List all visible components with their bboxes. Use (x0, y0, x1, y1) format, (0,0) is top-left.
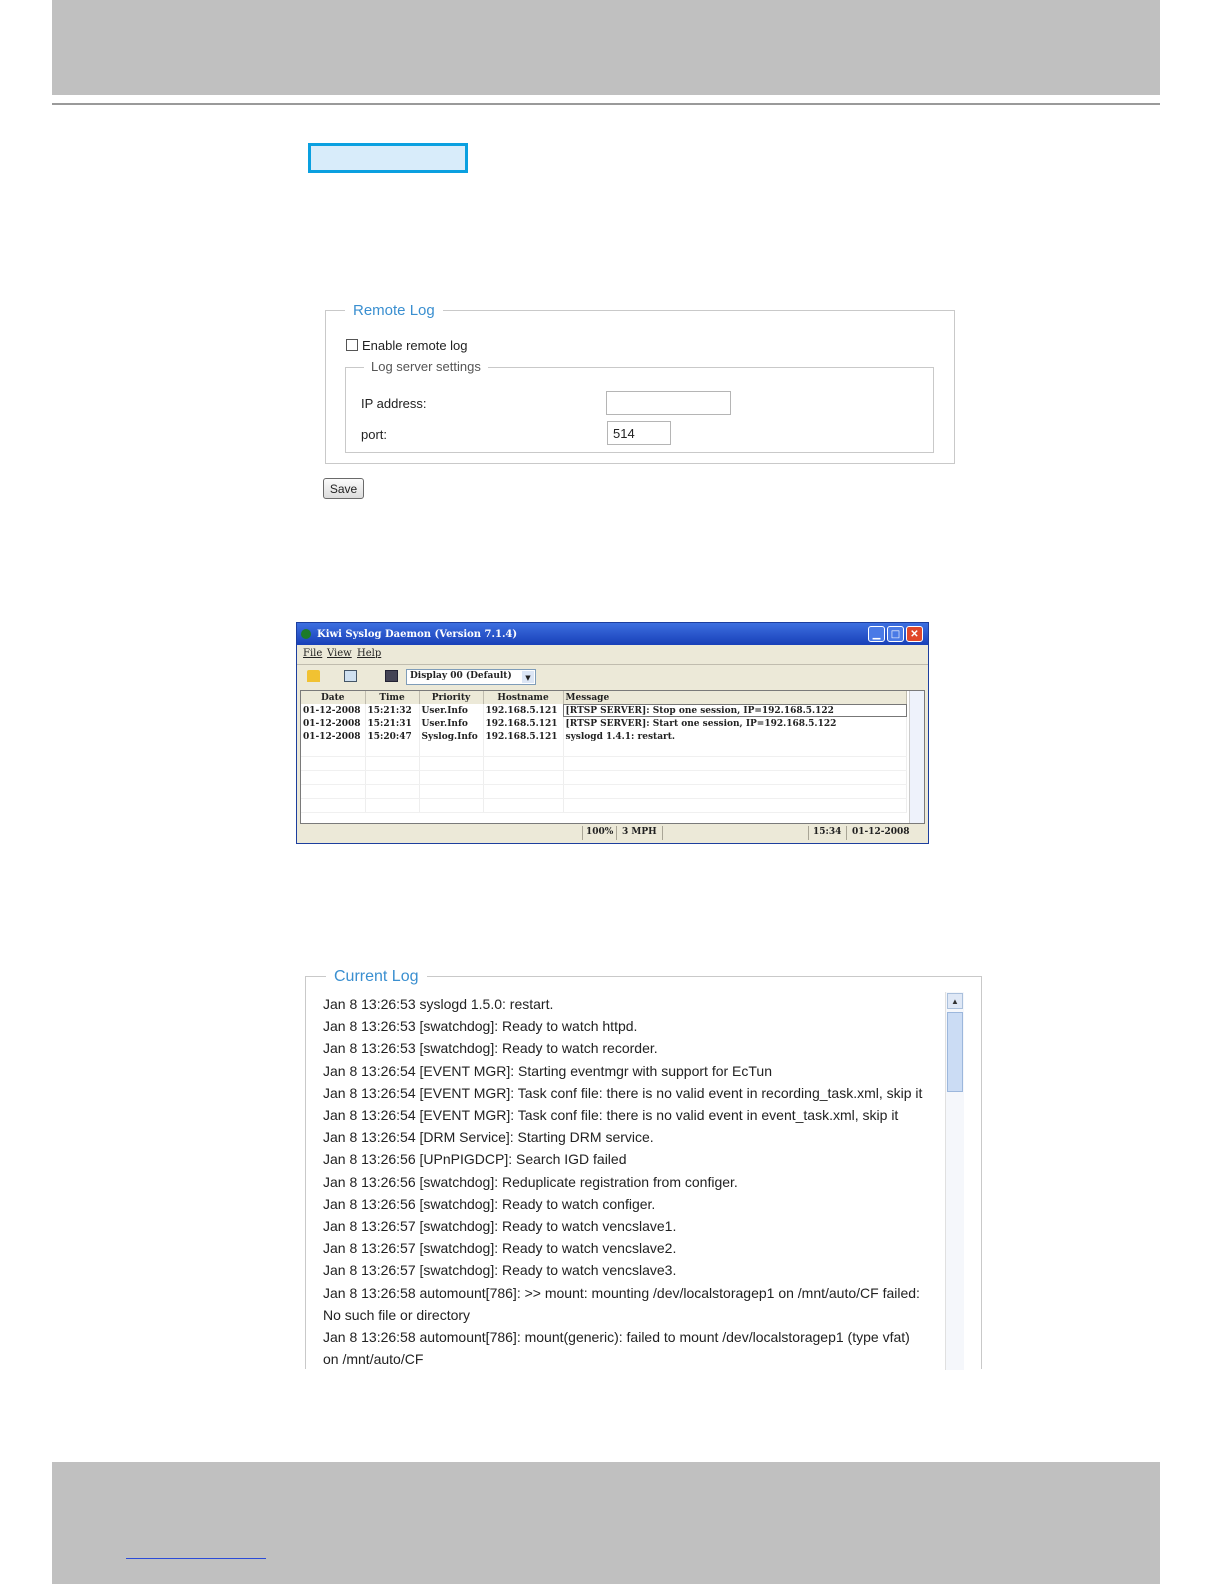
status-divider (662, 826, 663, 840)
grid-cell-time: 15:21:31 (365, 717, 419, 730)
grid-cell-date: 01-12-2008 (301, 730, 365, 743)
status-divider (582, 826, 583, 840)
current-log-legend: Current Log (326, 968, 427, 986)
log-line: Jan 8 13:26:57 [swatchdog]: Ready to watch vencslave1. (323, 1218, 677, 1235)
folder-icon[interactable] (307, 670, 320, 682)
scroll-thumb[interactable] (947, 1012, 963, 1092)
grid-empty-row (301, 771, 907, 785)
grid-cell-hostname: 192.168.5.121 (483, 730, 563, 743)
minimize-icon[interactable]: ▁ (868, 626, 885, 642)
display-select-value: Display 00 (Default) (410, 671, 512, 681)
grid-empty-row (301, 785, 907, 799)
grid-empty-row (301, 757, 907, 771)
log-line: Jan 8 13:26:54 [EVENT MGR]: Starting eventmgr with support for EcTun (323, 1062, 772, 1079)
log-line: Jan 8 13:26:53 [swatchdog]: Ready to watch recorder. (323, 1040, 658, 1057)
menu-help[interactable]: Help (357, 648, 382, 659)
grid-cell-priority: User.Info (419, 717, 483, 730)
grid-row[interactable] (301, 717, 907, 730)
section-tab (308, 143, 468, 173)
log-line: Jan 8 13:26:58 automount[786]: mount(generic): failed to mount /dev/localstoragep1 (type vfat) (323, 1329, 910, 1346)
log-line: Jan 8 13:26:53 syslogd 1.5.0: restart. (323, 996, 554, 1012)
log-line: Jan 8 13:26:58 automount[786]: >> mount: mounting /dev/localstoragep1 on /mnt/auto/CF failed: (323, 1284, 920, 1301)
kiwi-syslog-window (296, 622, 929, 844)
setup-icon[interactable] (385, 670, 398, 682)
enable-remote-log-checkbox[interactable] (346, 339, 358, 351)
grid-cell-hostname: 192.168.5.121 (483, 704, 563, 717)
header-divider (52, 103, 1160, 105)
chevron-down-icon[interactable]: ▼ (522, 671, 534, 683)
maximize-icon[interactable]: □ (887, 626, 904, 642)
log-line: Jan 8 13:26:57 [swatchdog]: Ready to watch vencslave3. (323, 1262, 677, 1279)
grid-empty-row (301, 799, 907, 813)
kiwi-title-bar (297, 623, 928, 645)
grid-cell-priority: User.Info (419, 704, 483, 717)
grid-cell-priority: Syslog.Info (419, 730, 483, 743)
column-priority[interactable]: Priority (419, 691, 483, 704)
remote-log-legend: Remote Log (345, 302, 443, 319)
grid-cell-message: [RTSP SERVER]: Start one session, IP=192.168.5.122 (563, 717, 907, 730)
column-time[interactable]: Time (365, 691, 419, 704)
scroll-up-icon[interactable]: ▲ (947, 993, 963, 1009)
header-band (52, 0, 1160, 95)
column-date[interactable]: Date (301, 691, 365, 704)
kiwi-menu-bar (297, 645, 928, 663)
status-date: 01-12-2008 (852, 827, 910, 837)
grid-cell-time: 15:20:47 (365, 730, 419, 743)
close-icon[interactable]: ✕ (906, 626, 923, 642)
log-line: Jan 8 13:26:57 [swatchdog]: Ready to watch vencslave2. (323, 1240, 677, 1257)
enable-remote-log-row[interactable] (346, 337, 468, 353)
menu-view[interactable]: View (327, 648, 352, 659)
status-rate: 3 MPH (622, 827, 657, 837)
log-line: Jan 8 13:26:53 [swatchdog]: Ready to watch httpd. (323, 1018, 638, 1035)
grid-cell-date: 01-12-2008 (301, 717, 365, 730)
column-hostname[interactable]: Hostname (483, 691, 563, 704)
menu-file[interactable]: File (303, 648, 323, 659)
current-log-text (323, 993, 943, 1370)
log-line: Jan 8 13:26:54 [EVENT MGR]: Task conf file: there is no valid event in event_task.xml, skip it (323, 1107, 899, 1124)
save-button[interactable]: Save (323, 478, 364, 499)
grid-scrollbar[interactable] (909, 691, 924, 823)
footer-link-underline[interactable] (126, 1558, 266, 1559)
display-icon[interactable] (344, 670, 357, 682)
status-divider (846, 826, 847, 840)
current-log-fieldset (305, 968, 982, 1369)
port-label: port: (361, 427, 388, 442)
status-time: 15:34 (813, 827, 842, 837)
grid-cell-hostname: 192.168.5.121 (483, 717, 563, 730)
grid-empty-row (301, 743, 907, 757)
grid-row[interactable] (301, 730, 907, 743)
grid-header-row (301, 691, 907, 704)
kiwi-status-bar (300, 825, 925, 841)
log-line: on /mnt/auto/CF (323, 1351, 424, 1368)
kiwi-toolbar (297, 664, 928, 689)
status-divider (616, 826, 617, 840)
display-select[interactable] (406, 669, 536, 685)
kiwi-message-grid (300, 690, 925, 824)
enable-remote-log-label: Enable remote log (362, 337, 468, 353)
footer-band (52, 1462, 1160, 1584)
log-server-settings-legend: Log server settings (364, 359, 488, 374)
log-scrollbar[interactable] (945, 992, 964, 1370)
log-line: Jan 8 13:26:56 [swatchdog]: Ready to watch configer. (323, 1195, 656, 1212)
status-divider (808, 826, 809, 840)
kiwi-window-title: Kiwi Syslog Daemon (Version 7.1.4) (317, 629, 518, 640)
port-input[interactable]: 514 (607, 421, 671, 445)
grid-cell-message: syslogd 1.4.1: restart. (563, 730, 907, 743)
column-message[interactable]: Message (563, 691, 907, 704)
grid-cell-date: 01-12-2008 (301, 704, 365, 717)
grid-cell-time: 15:21:32 (365, 704, 419, 717)
ip-address-input[interactable] (606, 391, 731, 415)
log-line: Jan 8 13:26:56 [swatchdog]: Reduplicate registration from configer. (323, 1173, 738, 1190)
log-line: Jan 8 13:26:54 [EVENT MGR]: Task conf file: there is no valid event in recording_task.xml, skip it (323, 1084, 923, 1101)
grid-row[interactable] (301, 704, 907, 717)
log-line: No such file or directory (323, 1306, 471, 1323)
status-percent: 100% (586, 827, 614, 837)
ip-address-label: IP address: (361, 396, 427, 411)
grid-cell-message: [RTSP SERVER]: Stop one session, IP=192.168.5.122 (563, 704, 907, 717)
log-line: Jan 8 13:26:54 [DRM Service]: Starting DRM service. (323, 1129, 654, 1146)
log-line: Jan 8 13:26:56 [UPnPIGDCP]: Search IGD failed (323, 1151, 627, 1168)
kiwi-app-icon (301, 629, 311, 639)
